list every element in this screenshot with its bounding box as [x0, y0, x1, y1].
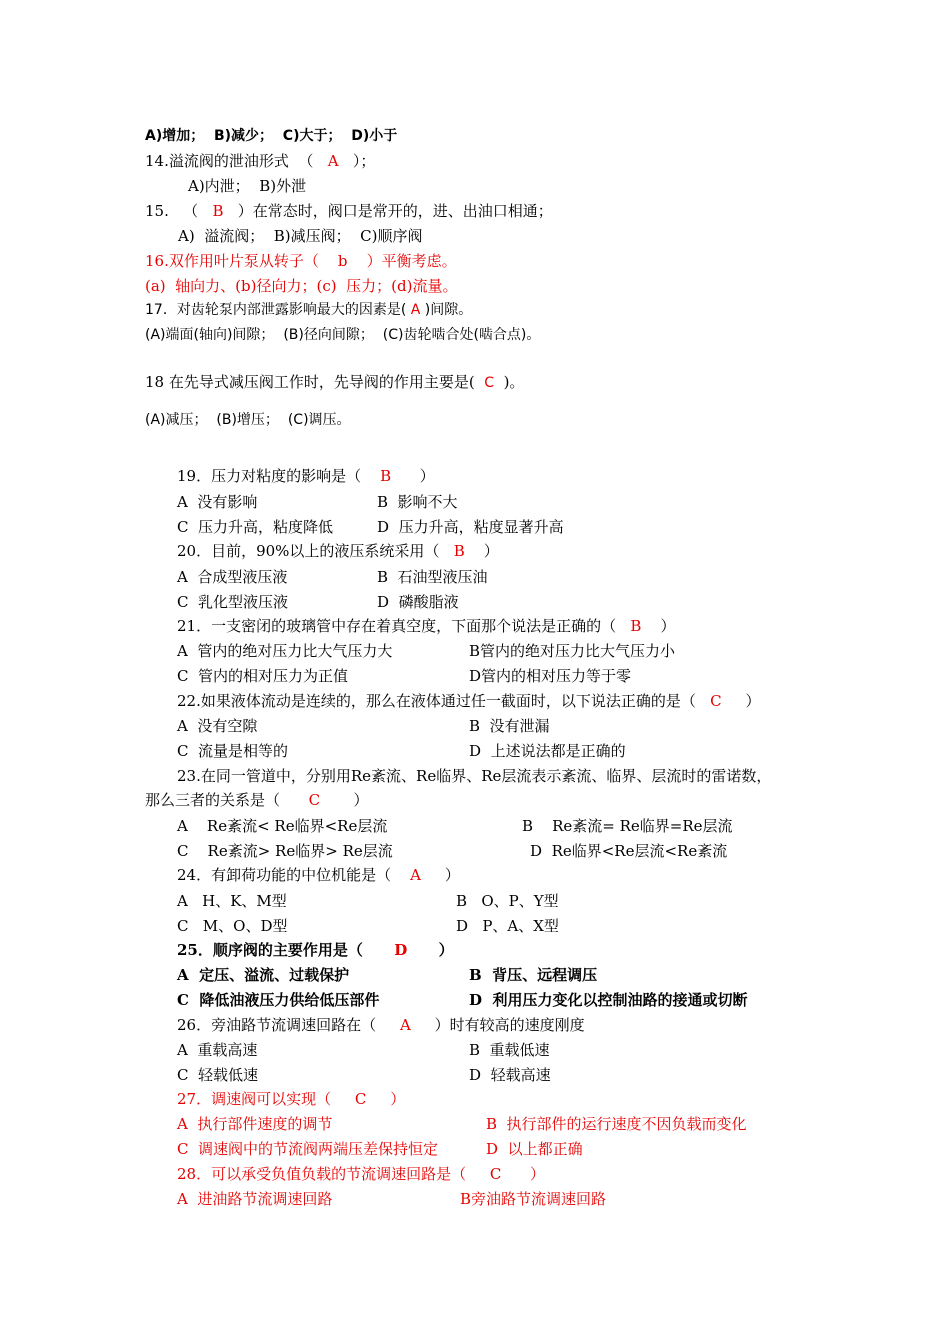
- option-a: A 执行部件速度的调节: [177, 1115, 333, 1133]
- option-b: B旁油路节流调速回路: [460, 1190, 607, 1208]
- question-text: ）时有较高的速度刚度: [410, 1016, 585, 1034]
- option-a: A 没有影响: [177, 493, 258, 511]
- option-b: B 背压、远程调压: [469, 966, 598, 984]
- option-d: D 利用压力变化以控制油路的接通或切断: [469, 991, 748, 1009]
- option-c: C 降低油液压力供给低压部件: [177, 991, 380, 1009]
- answer-mark: A: [410, 302, 421, 318]
- option-d: D Re临界<Re层流<Re紊流: [530, 842, 728, 860]
- question-26: [177, 1014, 585, 1036]
- option-d: D 磷酸脂液: [377, 593, 459, 611]
- option-d: D管内的相对压力等于零: [469, 667, 632, 685]
- option-b: B管内的绝对压力比大气压力小: [469, 642, 676, 660]
- question-23: 23.在同一管道中，分别用Re紊流、Re临界、Re层流表示紊流、临界、层流时的雷诺数，: [177, 767, 772, 785]
- question-text: 18 在先导式减压阀工作时，先导阀的作用主要是(: [145, 373, 485, 391]
- question-text: 那么三者的关系是（: [145, 791, 309, 809]
- option-d: D 上述说法都是正确的: [469, 742, 626, 760]
- option-d: D 压力升高，粘度显著升高: [377, 518, 564, 536]
- option-b: B 重载低速: [469, 1041, 550, 1059]
- question-18: [145, 371, 524, 393]
- option-a: A 管内的绝对压力比大气压力大: [177, 642, 393, 660]
- question-text: ）: [721, 692, 761, 710]
- answer-mark: A: [410, 866, 422, 884]
- question-text: 22.如果液体流动是连续的，那么在液体通过任一截面时，以下说法正确的是（: [177, 692, 711, 710]
- question-text: ）: [421, 866, 460, 884]
- question-22: [177, 690, 761, 712]
- option-a: A 进油路节流调速回路: [177, 1190, 333, 1208]
- question-24: [177, 864, 460, 886]
- question-18-options: (A)减压； (B)增压； (C)调压。: [145, 412, 351, 428]
- option-b: B 石油型液压油: [377, 568, 488, 586]
- question-text: 17．对齿轮泵内部泄露影响最大的因素是(: [145, 302, 411, 318]
- option-c: C 调速阀中的节流阀两端压差保持恒定: [177, 1140, 439, 1158]
- question-28: 28．可以承受负值负载的节流调速回路是（ C ）: [177, 1165, 546, 1183]
- question-text: ）；: [338, 152, 376, 170]
- option-a: A 定压、溢流、过载保护: [177, 966, 350, 984]
- question-16-options: (a) 轴向力、(b)径向力；(c) 压力；(d)流量。: [145, 277, 458, 295]
- question-text: 25．顺序阀的主要作用是（: [177, 941, 395, 959]
- question-15: [145, 200, 553, 222]
- question-19: [177, 465, 435, 487]
- answer-mark: A: [399, 1016, 411, 1034]
- answer-mark: B: [380, 467, 392, 485]
- option-a: A 重载高速: [177, 1041, 258, 1059]
- question-25: [177, 939, 454, 961]
- option-b: B 执行部件的运行速度不因负载而变化: [486, 1115, 747, 1133]
- question-20: [177, 540, 499, 562]
- question-text: ）: [407, 941, 454, 959]
- option-b: B 影响不大: [377, 493, 458, 511]
- answer-mark: B: [630, 617, 642, 635]
- option-c: C 乳化型液压液: [177, 593, 289, 611]
- option-c: C Re紊流> Re临界> Re层流: [177, 842, 393, 860]
- option-c: C M、O、D型: [177, 917, 288, 935]
- question-text: ）在常态时，阀口是常开的，进、出油口相通；: [223, 202, 553, 220]
- options-line-13: A)增加； B)减少； C)大于； D)小于: [145, 128, 398, 144]
- question-15-options: A) 溢流阀； B)减压阀； C)顺序阀: [178, 227, 423, 245]
- option-c: C 流量是相等的: [177, 742, 289, 760]
- question-14-options: A)内泄； B)外泄: [188, 177, 307, 195]
- answer-mark: C: [710, 692, 722, 710]
- question-21: [177, 615, 676, 637]
- question-23-continued: [145, 789, 368, 811]
- question-text: 24．有卸荷功能的中位机能是（: [177, 866, 411, 884]
- question-text: ）: [641, 617, 676, 635]
- question-text: )间隙。: [420, 302, 473, 318]
- question-17-options: (A)端面(轴向)间隙； (B)径向间隙； (C)齿轮啮合处(啮合点)。: [145, 327, 541, 343]
- option-d: D P、A、X型: [456, 917, 559, 935]
- option-a: A 没有空隙: [177, 717, 258, 735]
- question-text: 15. （: [145, 202, 213, 220]
- option-c: C 压力升高，粘度降低: [177, 518, 334, 536]
- option-c: C 轻载低速: [177, 1066, 259, 1084]
- question-27: 27．调速阀可以实现（ C ）: [177, 1090, 406, 1108]
- answer-mark: B: [453, 542, 465, 560]
- question-text: 26．旁油路节流调速回路在（: [177, 1016, 400, 1034]
- option-d: D 以上都正确: [486, 1140, 583, 1158]
- answer-mark: B: [212, 202, 224, 220]
- question-text: 14.溢流阀的泄油形式 （: [145, 152, 328, 170]
- option-b: B O、P、Y型: [456, 892, 559, 910]
- option-c: C 管内的相对压力为正值: [177, 667, 349, 685]
- question-text: 19．压力对粘度的影响是（: [177, 467, 381, 485]
- question-text: ）: [464, 542, 499, 560]
- option-a: A H、K、M型: [177, 892, 287, 910]
- question-text: 20．目前，90%以上的液压系统采用（: [177, 542, 454, 560]
- option-d: D 轻载高速: [469, 1066, 551, 1084]
- question-16: 16.双作用叶片泵从转子（ b ）平衡考虑。: [145, 252, 457, 270]
- question-text: 21．一支密闭的玻璃管中存在着真空度，下面那个说法是正确的（: [177, 617, 631, 635]
- question-17: [145, 299, 472, 321]
- question-text: ）: [320, 791, 369, 809]
- answer-mark: C: [308, 791, 321, 809]
- option-a: A Re紊流< Re临界<Re层流: [177, 817, 388, 835]
- option-b: B Re紊流= Re临界=Re层流: [522, 817, 733, 835]
- question-text: ）: [391, 467, 435, 485]
- option-b: B 没有泄漏: [469, 717, 550, 735]
- question-text: )。: [494, 373, 525, 391]
- answer-mark: D: [394, 941, 408, 959]
- answer-mark: C: [484, 375, 495, 391]
- answer-mark: A: [327, 152, 339, 170]
- option-a: A 合成型液压液: [177, 568, 288, 586]
- question-14: [145, 150, 375, 172]
